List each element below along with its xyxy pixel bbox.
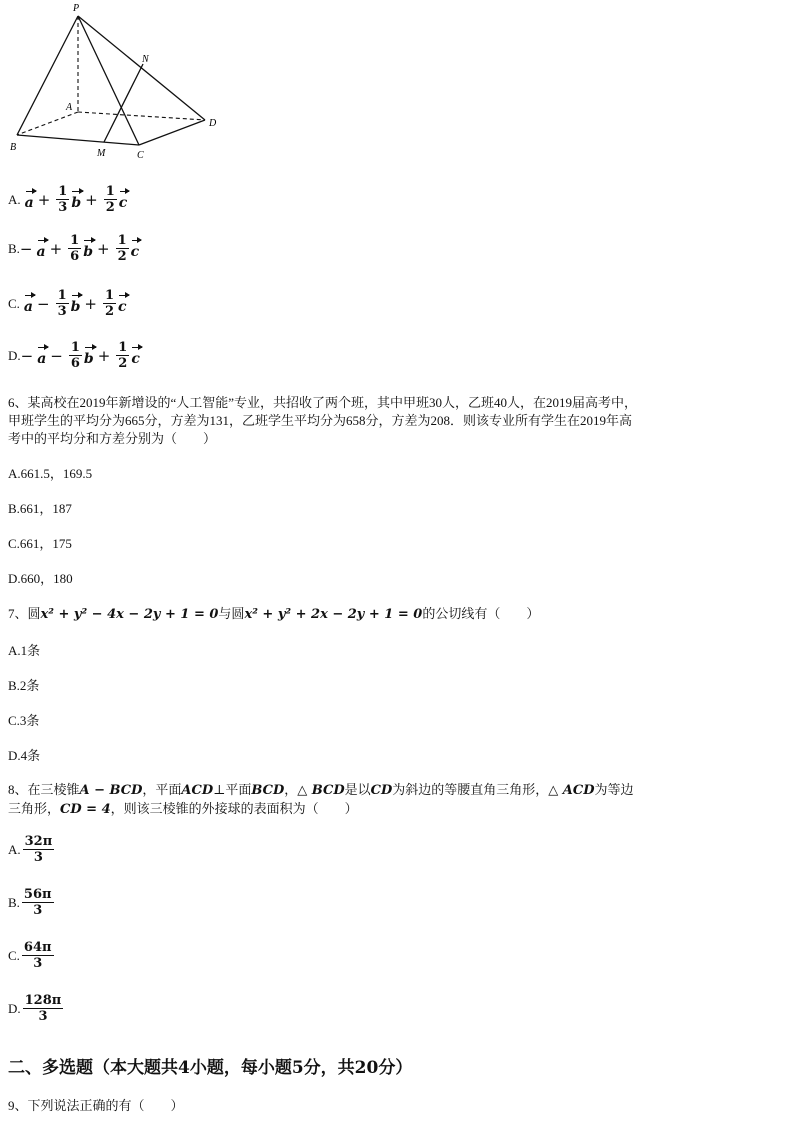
denominator: 3: [33, 956, 43, 971]
pyramid-figure: [0, 0, 240, 165]
q6-option-a[interactable]: A.661.5，169.5: [8, 466, 93, 481]
q6-option-b[interactable]: B.661，187: [8, 501, 72, 516]
numerator: 1: [58, 184, 68, 199]
q8-text: ，: [284, 782, 298, 797]
option-letter: C.: [8, 295, 20, 311]
q8-text: ⊥平面: [213, 782, 252, 797]
vector-c: c: [131, 344, 140, 368]
q7-circle-2: x² + y² + 2x − 2y + 1 = 0: [244, 607, 423, 622]
edge-AD-hidden: [78, 112, 205, 120]
q7-suffix: 的公切线有（ ）: [422, 606, 540, 621]
fraction: [56, 184, 69, 215]
edge-AB-hidden: [17, 112, 78, 135]
denominator: 3: [58, 200, 68, 215]
sign: +: [97, 346, 111, 365]
q7-stem: [8, 605, 539, 624]
edge-PC: [78, 16, 139, 145]
vector-c: c: [119, 188, 128, 212]
option-letter: A.: [8, 841, 21, 857]
vector-b: b: [71, 292, 81, 316]
q8-option-a[interactable]: [8, 834, 56, 865]
q8-math: A − BCD: [79, 783, 143, 798]
q8-text: 是以: [344, 782, 371, 797]
vector-a: a: [25, 188, 34, 212]
denominator: 2: [117, 249, 127, 264]
vector-a: a: [37, 344, 46, 368]
numerator: 32π: [24, 834, 53, 849]
denominator: 2: [118, 356, 128, 371]
fraction: [22, 940, 54, 971]
sign: +: [84, 294, 97, 313]
q6-stem: [8, 394, 778, 448]
fraction: [56, 288, 69, 319]
sign: +: [49, 239, 63, 258]
numerator: 1: [105, 184, 115, 199]
q8-math: ACD: [181, 783, 214, 798]
numerator: 64π: [23, 940, 52, 955]
q8-math: △ BCD: [297, 783, 345, 798]
fraction: [116, 340, 129, 371]
fraction: [23, 993, 64, 1024]
numerator: 1: [70, 233, 80, 248]
fraction: [23, 834, 55, 865]
q8-text: ，平面: [142, 782, 182, 797]
edge-PB: [17, 16, 78, 135]
q8-line-1: [8, 781, 634, 800]
denominator: 3: [57, 304, 67, 319]
q8-math: CD: [370, 783, 393, 798]
q6-option-c[interactable]: C.661，175: [8, 536, 72, 551]
fraction: [104, 184, 117, 215]
sign: −: [37, 294, 50, 313]
section-heading: 二、多选题（本大题共4小题，每小题5分，共20分）: [8, 1058, 413, 1078]
q6-line-3: 考中的平均分和方差分别为（ ）: [8, 431, 217, 446]
numerator: 1: [57, 288, 67, 303]
q8-text: 为斜边的等腰直角三角形，: [392, 782, 549, 797]
q8-math: CD = 4: [60, 802, 111, 817]
fraction: [22, 887, 54, 918]
q8-math: BCD: [251, 783, 285, 798]
q6-option-d[interactable]: D.660，180: [8, 571, 73, 586]
sign: −: [50, 346, 63, 365]
fraction: [69, 340, 82, 371]
sign: −: [19, 239, 33, 258]
q5-option-a[interactable]: [8, 184, 127, 215]
denominator: 6: [70, 356, 80, 371]
q7-prefix: 7、圆: [8, 606, 41, 621]
numerator: 56π: [23, 887, 52, 902]
sign: +: [37, 190, 51, 209]
option-letter: B.: [8, 894, 20, 910]
denominator: 2: [105, 304, 115, 319]
numerator: 128π: [24, 993, 62, 1008]
q5-option-b[interactable]: [8, 233, 139, 264]
numerator: 1: [118, 340, 128, 355]
vector-b: b: [83, 237, 93, 261]
sign: −: [20, 346, 34, 365]
label-A: A: [66, 102, 73, 113]
vector-b: b: [84, 344, 94, 368]
q7-option-a[interactable]: A.1条: [8, 643, 41, 658]
q8-line-2: [8, 800, 358, 819]
label-B: B: [10, 142, 17, 153]
q8-math: △ ACD: [548, 783, 595, 798]
label-P: P: [73, 3, 80, 14]
label-C: C: [137, 150, 144, 161]
vector-a: a: [24, 292, 33, 316]
vector-b: b: [71, 188, 81, 212]
sign: +: [97, 239, 110, 258]
q7-option-c[interactable]: C.3条: [8, 713, 40, 728]
q8-option-c[interactable]: [8, 940, 56, 971]
vector-a: a: [37, 237, 46, 261]
fraction: [116, 233, 129, 264]
label-N: N: [142, 54, 149, 65]
q7-middle: 与圆: [218, 606, 245, 621]
denominator: 3: [38, 1009, 48, 1024]
edge-CD: [139, 120, 205, 145]
segment-MN: [104, 64, 143, 142]
q8-text: 8、在三棱锥: [8, 782, 80, 797]
numerator: 1: [117, 233, 127, 248]
denominator: 6: [70, 249, 80, 264]
option-letter: D.: [8, 1000, 21, 1016]
q7-option-b[interactable]: B.2条: [8, 678, 40, 693]
q8-text: 三角形，: [8, 801, 61, 816]
sign: +: [85, 190, 98, 209]
label-M: M: [97, 148, 106, 159]
fraction: [68, 233, 81, 264]
q9-stem: 9、下列说法正确的有（ ）: [8, 1098, 184, 1113]
option-letter: B.: [8, 240, 20, 256]
numerator: 1: [70, 340, 80, 355]
denominator: 3: [33, 850, 43, 865]
option-letter: C.: [8, 947, 20, 963]
q7-option-d[interactable]: D.4条: [8, 748, 41, 763]
numerator: 1: [105, 288, 115, 303]
q8-text: ，则该三棱锥的外接球的表面积为（ ）: [110, 801, 358, 816]
denominator: 2: [105, 200, 115, 215]
q7-circle-1: x² + y² − 4x − 2y + 1 = 0: [40, 607, 219, 622]
q5-option-d[interactable]: [8, 340, 140, 371]
q6-line-1: 6、某高校在2019年新增设的“人工智能”专业，共招收了两个班，其中甲班30人，乙班40人，在2019届高考中，: [8, 395, 638, 410]
q8-option-b[interactable]: [8, 887, 56, 918]
q6-line-2: 甲班学生的平均分为665分，方差为131，乙班学生平均分为658分，方差为208．则该专业所有学生在2019年高: [8, 413, 633, 428]
edge-BC: [17, 135, 139, 145]
vector-c: c: [118, 292, 127, 316]
option-letter: A.: [8, 191, 21, 207]
option-letter: D.: [8, 347, 21, 363]
label-D: D: [209, 118, 217, 129]
fraction: [103, 288, 116, 319]
q8-text: 为等边: [594, 782, 634, 797]
q5-option-c[interactable]: [8, 288, 127, 319]
q8-option-d[interactable]: [8, 993, 65, 1024]
denominator: 3: [33, 903, 43, 918]
vector-c: c: [131, 237, 140, 261]
